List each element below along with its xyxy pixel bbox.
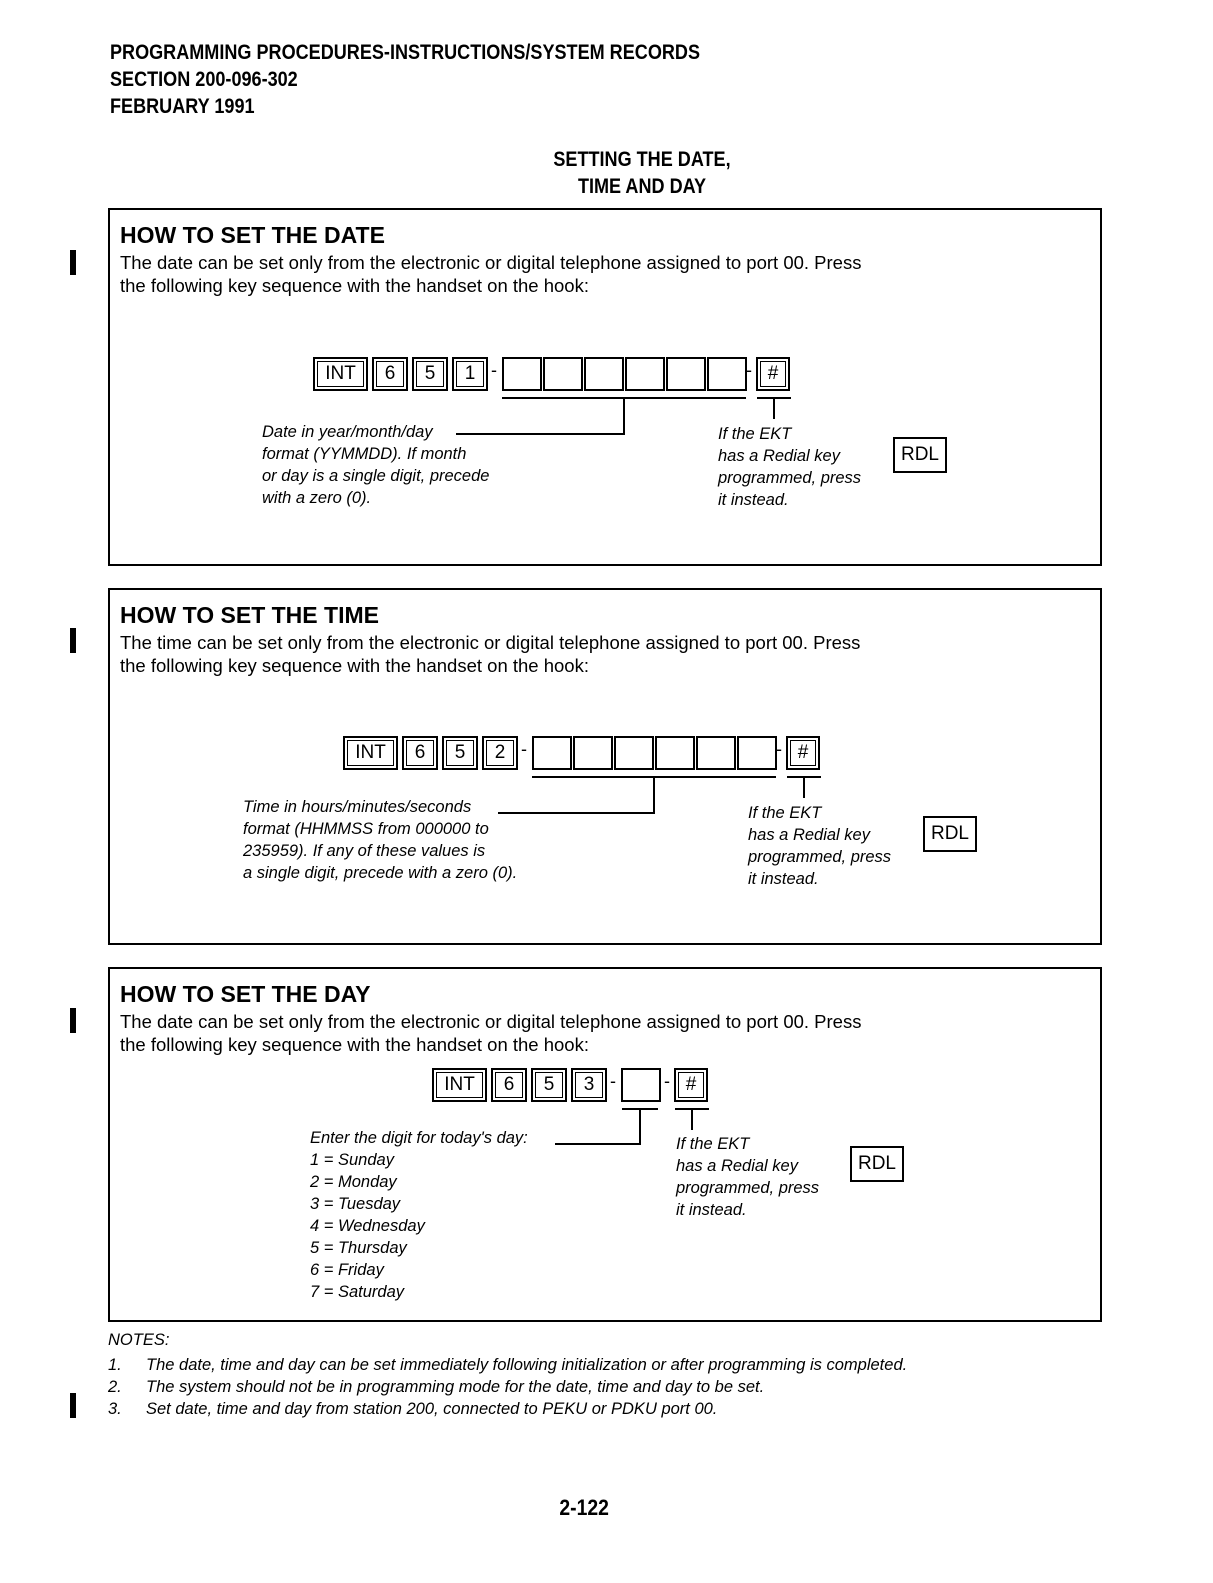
leader-line: [555, 1143, 641, 1145]
date-panel-heading: HOW TO SET THE DATE: [120, 222, 385, 248]
separator-dash: -: [491, 360, 497, 380]
leader-line: [498, 812, 655, 814]
entry-box: [666, 357, 706, 391]
time-format-note: Time in hours/minutes/seconds format (HHMMSS from 000000 to 235959). If any of these values is a single digit, precede with a zero (0).: [243, 798, 518, 882]
bracket-line: [623, 397, 625, 434]
page-title-line-2: TIME AND DAY: [577, 175, 707, 198]
entry-box: [621, 1068, 661, 1102]
bracket-line: [639, 1108, 641, 1144]
entry-box: [584, 357, 624, 391]
entry-box: [543, 357, 583, 391]
ekt-note: If the EKT has a Redial key programmed, press it instead.: [748, 804, 892, 888]
digit-key: 2: [482, 736, 518, 770]
header-line-3: FEBRUARY 1991: [110, 95, 255, 118]
day-panel-text: [120, 1010, 1020, 1056]
pound-key: #: [786, 736, 820, 770]
page-number: 2-122: [559, 1495, 609, 1520]
separator-dash: -: [521, 739, 527, 759]
ekt-note: If the EKT has a Redial key programmed, press it instead.: [676, 1135, 820, 1219]
entry-box: [707, 357, 747, 391]
entry-box: [532, 736, 572, 770]
int-key: INT: [313, 357, 368, 391]
note-item: 3. Set date, time and day from station 200, connected to PEKU or PDKU port 00.: [108, 1400, 718, 1418]
day-panel-text-line-2: the following key sequence with the handset on the hook:: [120, 1034, 589, 1055]
page-title-line-1: SETTING THE DATE,: [553, 148, 731, 171]
day-digit-note: Enter the digit for today's day: 1 = Sunday 2 = Monday 3 = Tuesday 4 = Wednesday 5 = Thursday 6 = Friday 7 = Saturday: [310, 1129, 528, 1301]
time-panel-heading: HOW TO SET THE TIME: [120, 602, 379, 628]
separator-dash: -: [610, 1071, 616, 1091]
date-panel-text-line-2: the following key sequence with the handset on the hook:: [120, 275, 589, 296]
separator-dash: -: [746, 360, 752, 380]
header-line-2: SECTION 200-096-302: [110, 68, 298, 91]
rdl-key: RDL: [893, 437, 947, 473]
date-panel-text: [120, 251, 1020, 297]
change-bar: [70, 250, 76, 275]
note-item: 2. The system should not be in programming mode for the date, time and day to be set.: [108, 1378, 765, 1396]
digit-key: 1: [452, 357, 488, 391]
bracket-line: [691, 1108, 693, 1130]
digit-key: 5: [412, 357, 448, 391]
change-bar: [70, 628, 76, 653]
digit-key: 6: [372, 357, 408, 391]
digit-key: 5: [531, 1068, 567, 1102]
pound-key: #: [674, 1068, 708, 1102]
day-panel-heading: HOW TO SET THE DAY: [120, 981, 371, 1007]
entry-box: [573, 736, 613, 770]
int-key: INT: [432, 1068, 487, 1102]
bracket-line: [803, 776, 805, 798]
date-format-note: Date in year/month/day format (YYMMDD). If month or day is a single digit, precede with a zero (0).: [262, 423, 490, 507]
bracket-line: [773, 397, 775, 419]
rdl-key: RDL: [923, 816, 977, 852]
time-panel-text: [120, 631, 1020, 677]
date-panel-text-line-1: The date can be set only from the electronic or digital telephone assigned to port 00. Press: [120, 252, 862, 273]
entry-box: [625, 357, 665, 391]
notes-label: NOTES:: [108, 1331, 170, 1349]
entry-box: [502, 357, 542, 391]
change-bar: [70, 1008, 76, 1033]
day-panel-text-line-1: The date can be set only from the electronic or digital telephone assigned to port 00. Press: [120, 1011, 862, 1032]
entry-box: [614, 736, 654, 770]
time-panel-text-line-2: the following key sequence with the handset on the hook:: [120, 655, 589, 676]
ekt-note: If the EKT has a Redial key programmed, press it instead.: [718, 425, 862, 509]
entry-box: [737, 736, 777, 770]
separator-dash: -: [776, 739, 782, 759]
digit-key: 3: [571, 1068, 607, 1102]
bracket-line: [653, 776, 655, 813]
note-item: 1. The date, time and day can be set immediately following initialization or after programming is completed.: [108, 1356, 908, 1374]
digit-key: 6: [491, 1068, 527, 1102]
int-key: INT: [343, 736, 398, 770]
entry-box: [655, 736, 695, 770]
pound-key: #: [756, 357, 790, 391]
separator-dash: -: [664, 1071, 670, 1091]
digit-key: 6: [402, 736, 438, 770]
entry-box: [696, 736, 736, 770]
digit-key: 5: [442, 736, 478, 770]
time-panel-text-line-1: The time can be set only from the electronic or digital telephone assigned to port 00. Press: [120, 632, 861, 653]
rdl-key: RDL: [850, 1146, 904, 1182]
header-line-1: PROGRAMMING PROCEDURES-INSTRUCTIONS/SYSTEM RECORDS: [110, 41, 701, 64]
change-bar: [70, 1393, 76, 1418]
